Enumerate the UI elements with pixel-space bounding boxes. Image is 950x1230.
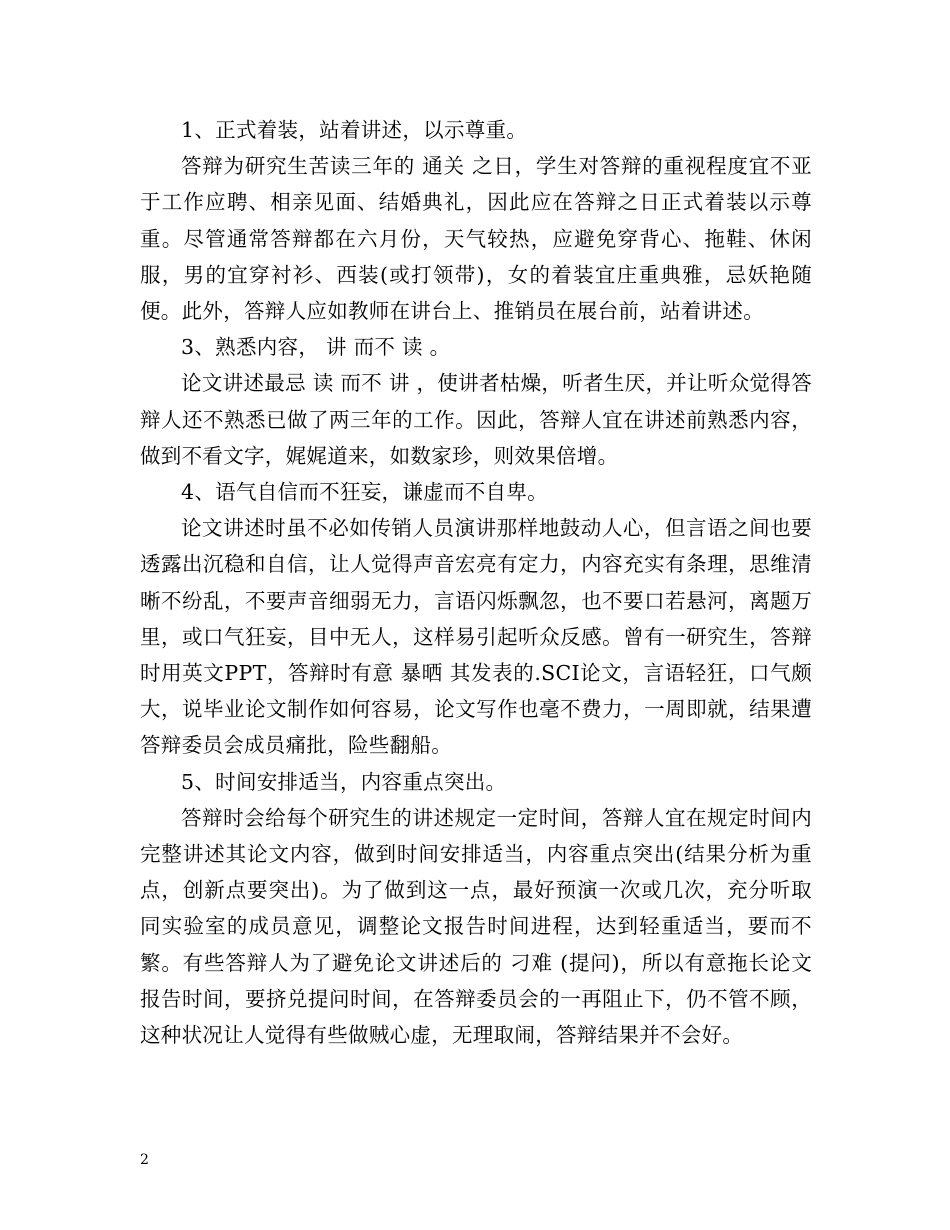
paragraph-time-management: 答辩时会给每个研究生的讲述规定一定时间，答辩人宜在规定时间内完整讲述其论文内容，做到时间安排适当，内容重点突出(结果分析为重点，创新点要突出)。为了做到这一点，最好预演一次或几次，充分听取同实验室的成员意见，调整论文报告时间进程，达到轻重适当，要而不繁。有些答辩人为了避免论文讲述后的 刁难 (提问)，所以有意拖长论文报告时间，要挤兑提问时间，在答辩委员会的一再阻止下，仍不管不顾，这种状况让人觉得有些做贼心虚，无理取闹，答辩结果并不会好。 [140,805,812,1048]
heading-confident-tone: 4、语气自信而不狂妄，谦虚而不自卑。 [181,480,548,505]
heading-time-management: 5、时间安排适当，内容重点突出。 [181,769,507,794]
page-number: 2 [140,1152,149,1168]
paragraph-formal-dress: 答辩为研究生苦读三年的 通关 之日，学生对答辩的重视程度宜不亚于工作应聘、相亲见面、结婚典礼，因此应在答辩之日正式着装以示尊重。尽管通常答辩都在六月份，天气较热，应避免穿背心、拖鞋、休闲服，男的宜穿衬衫、西装(或打领带)，女的着装宜庄重典雅，忌妖艳随便。此外，答辩人应如教师在讲台上、推销员在展台前，站着讲述。 [140,154,812,324]
heading-formal-dress: 1、正式着装，站着讲述，以示尊重。 [181,118,528,142]
paragraph-confident-tone: 论文讲述时虽不必如传销人员演讲那样地鼓动人心，但言语之间也要透露出沉稳和自信，让人觉得声音宏亮有定力，内容充实有条理，思维清晰不纷乱，不要声音细弱无力，言语闪烁飘忽，也不要口若悬河，离题万里，或口气狂妄，目中无人，这样易引起听众反感。曾有一研究生，答辩时用英文PPT，答辩时有意 暴晒 其发表的.SCI论文，言语轻狂，口气颇大，说毕业论文制作如何容易，论文写作也毫不费力，一周即就，结果遭答辩委员会成员痛批，险些翻船。 [140,516,812,758]
heading-know-content: 3、熟悉内容， 讲 而不 读 。 [181,335,451,360]
paragraph-know-content: 论文讲述最忌 读 而不 讲 ，使讲者枯燥，听者生厌，并让听众觉得答辩人还不熟悉已做了两三年的工作。因此，答辩人宜在讲述前熟悉内容，做到不看文字，娓娓道来，如数家珍，则效果倍增。 [140,371,812,468]
document-body [140,112,812,1053]
